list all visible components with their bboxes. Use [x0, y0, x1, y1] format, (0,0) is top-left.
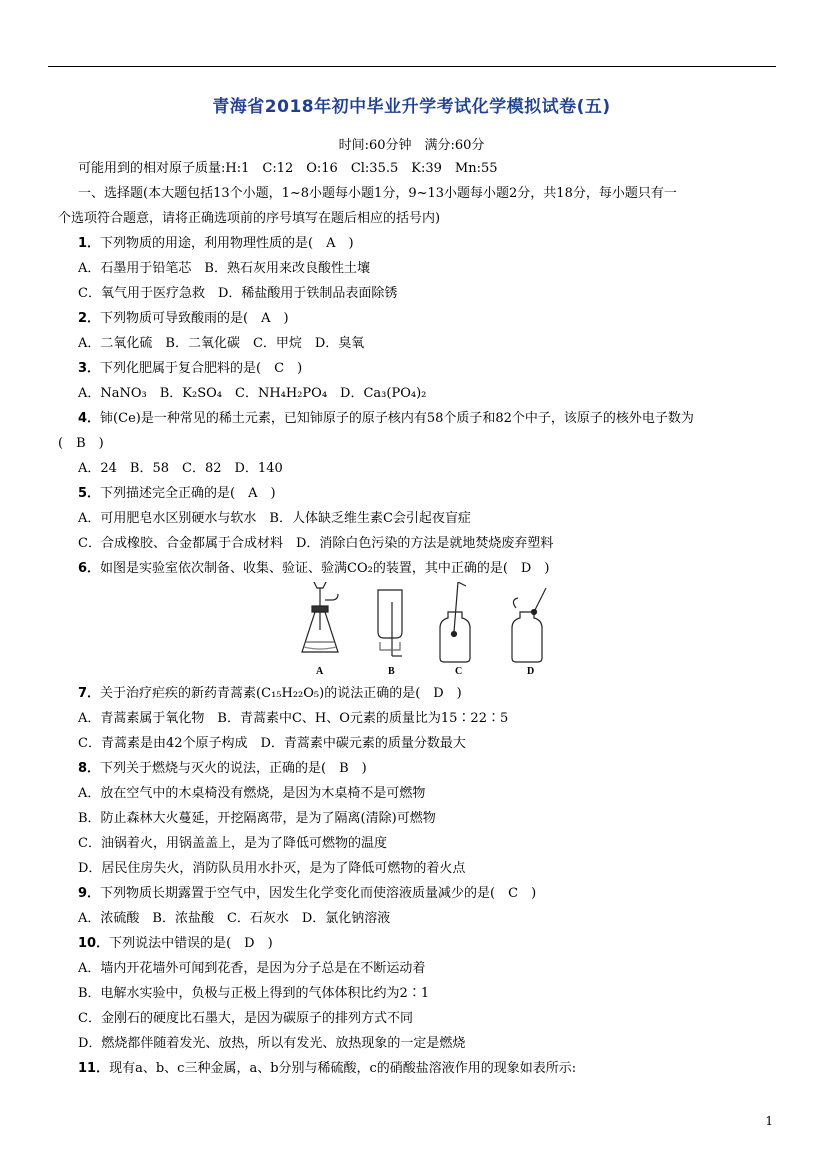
question-number: 6． [78, 561, 101, 576]
question-stem: 如图是实验室依次制备、收集、验证、验满CO₂的装置，其中正确的是( D ) [100, 561, 550, 576]
option-line: A．浓硫酸 B．浓盐酸 C．石灰水 D．氯化钠溶液 [78, 911, 391, 926]
atomic-masses: 可能用到的相对原子质量:H:1 C:12 O:16 Cl:35.5 K:39 Mn:55 [78, 161, 498, 176]
question-number: 5． [78, 486, 101, 501]
question-1 [78, 235, 354, 253]
option-line: C．合成橡胶、合金都属于合成材料 D．消除白色污染的方法是就地焚烧废弃塑料 [78, 536, 554, 551]
question-4 [78, 410, 694, 428]
option-line: D．燃烧都伴随着发光、放热，所以有发光、放热现象的一定是燃烧 [78, 1036, 466, 1051]
option-line: A．放在空气中的木桌椅没有燃烧，是因为木桌椅不是可燃物 [78, 786, 426, 801]
question-5 [78, 485, 276, 503]
question-stem: 铈(Ce)是一种常见的稀土元素，已知铈原子的原子核内有58个质子和82个中子，该原子的核外电子数为 [100, 411, 694, 426]
option-line: A．青蒿素属于氧化物 B．青蒿素中C、H、O元素的质量比为15∶22∶5 [78, 711, 509, 726]
section-instructions-2: 个选项符合题意，请将正确选项前的序号填写在题后相应的括号内) [58, 211, 441, 226]
option-line: A．NaNO₃ B．K₂SO₄ C．NH₄H₂PO₄ D．Ca₃(PO₄)₂ [78, 386, 427, 401]
figure-label-d: D [527, 666, 535, 677]
question-9 [78, 885, 536, 903]
co2-apparatus-figure [298, 582, 558, 682]
option-line: C．油锅着火，用锅盖盖上，是为了降低可燃物的温度 [78, 836, 387, 851]
time-info: 时间:60分钟 满分:60分 [338, 138, 485, 153]
question-number: 10． [78, 936, 110, 951]
question-number: 3． [78, 361, 101, 376]
question-6 [78, 560, 549, 578]
question-8 [78, 760, 367, 778]
option-line: A．墙内开花墙外可闻到花香，是因为分子总是在不断运动着 [78, 961, 426, 976]
question-stem: 现有a、b、c三种金属，a、b分别与稀硫酸，c的硝酸盐溶液作用的现象如表所示: [109, 1061, 577, 1076]
page-title: 青海省2018年初中毕业升学考试化学模拟试卷(五) [212, 97, 611, 117]
question-stem: 下列说法中错误的是( D ) [109, 936, 273, 951]
section-instructions-1: 一、选择题(本大题包括13个小题，1~8小题每小题1分，9~13小题每小题2分，共18分，每小题只有一 [78, 186, 677, 201]
question-stem: 下列物质的用途，利用物理性质的是( A ) [100, 236, 354, 251]
figure-label-b: B [388, 666, 395, 677]
option-line: A．可用肥皂水区别硬水与软水 B．人体缺乏维生素C会引起夜盲症 [78, 511, 471, 526]
apparatus-c [440, 582, 470, 662]
question-stem: 下列化肥属于复合肥料的是( C ) [100, 361, 303, 376]
question-10 [78, 935, 273, 953]
question-4-answer: ( B ) [58, 436, 104, 451]
apparatus-a [302, 582, 338, 652]
question-3 [78, 360, 302, 378]
question-number: 9． [78, 886, 101, 901]
page-number: 1 [765, 1114, 773, 1128]
question-number: 8． [78, 761, 101, 776]
option-line: C．氧气用于医疗急救 D．稀盐酸用于铁制品表面除锈 [78, 286, 398, 301]
option-line: A．24 B．58 C．82 D．140 [78, 461, 283, 476]
question-11 [78, 1060, 576, 1078]
question-number: 4． [78, 411, 101, 426]
option-line: B．防止森林大火蔓延，开挖隔离带，是为了隔离(清除)可燃物 [78, 811, 436, 826]
question-7 [78, 685, 462, 703]
figure-label-a: A [316, 666, 324, 677]
option-line: C．青蒿素是由42个原子构成 D．青蒿素中碳元素的质量分数最大 [78, 736, 466, 751]
figure-label-c: C [455, 666, 463, 677]
header-rule [48, 66, 776, 67]
question-stem: 下列物质可导致酸雨的是( A ) [100, 311, 289, 326]
option-line: A．二氧化硫 B．二氧化碳 C．甲烷 D．臭氧 [78, 336, 365, 351]
option-line: B．电解水实验中，负极与正极上得到的气体体积比约为2∶1 [78, 986, 430, 1001]
question-number: 1． [78, 236, 101, 251]
option-line: D．居民住房失火，消防队员用水扑灭，是为了降低可燃物的着火点 [78, 861, 466, 876]
option-line: C．金刚石的硬度比石墨大，是因为碳原子的排列方式不同 [78, 1011, 413, 1026]
question-2 [78, 310, 289, 328]
question-stem: 下列描述完全正确的是( A ) [100, 486, 276, 501]
question-stem: 下列关于燃烧与灭火的说法，正确的是( B ) [100, 761, 367, 776]
question-stem: 下列物质长期露置于空气中，因发生化学变化而使溶液质量减少的是( C ) [100, 886, 537, 901]
question-number: 11． [78, 1061, 110, 1076]
question-stem: 关于治疗疟疾的新药青蒿素(C₁₅H₂₂O₅)的说法正确的是( D ) [100, 686, 462, 701]
question-number: 7． [78, 686, 101, 701]
question-number: 2． [78, 311, 101, 326]
apparatus-d [512, 588, 546, 662]
option-line: A．石墨用于铅笔芯 B．熟石灰用来改良酸性土壤 [78, 261, 370, 276]
apparatus-b [378, 590, 402, 656]
